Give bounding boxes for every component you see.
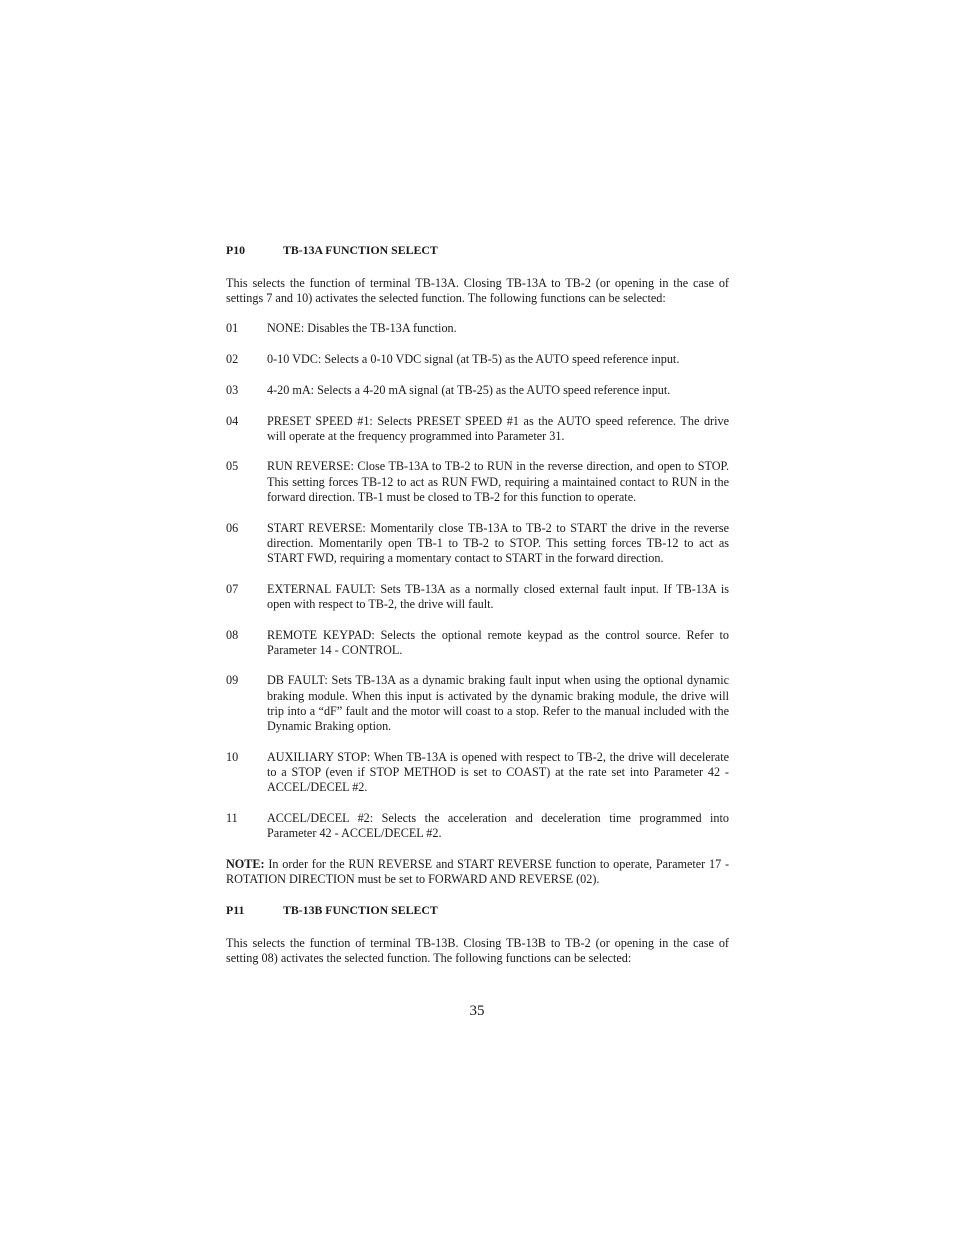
list-item [226,352,729,367]
item-text: REMOTE KEYPAD: Selects the optional remote keypad as the control source. Refer to Parameter 14 - CONTROL. [267,627,729,657]
item-number: 11 [226,810,238,825]
item-number: 08 [226,627,239,642]
list-item [226,673,729,734]
list-item [226,811,729,841]
item-text: 4-20 mA: Selects a 4-20 mA signal (at TB-25) as the AUTO speed reference input. [267,382,671,397]
item-text: RUN REVERSE: Close TB-13A to TB-2 to RUN in the reverse direction, and open to STOP. This setting forces TB-12 to act as RUN FWD, requiring a maintained contact to RUN in the forward direction. TB-1 must be closed to TB-2 for this function to operate. [267,459,729,504]
section-heading-p11 [226,903,729,920]
item-number: 06 [226,520,239,535]
item-text: START REVERSE: Momentarily close TB-13A to TB-2 to START the drive in the reverse direction. Momentarily open TB-1 to TB-2 to STOP. This setting forces TB-12 to act as START FWD, requiring a momentary contact to START in the forward direction. [267,520,729,565]
page-number: 35 [469,1003,485,1019]
item-text: ACCEL/DECEL #2: Selects the acceleration and deceleration time programmed into Parameter 42 - ACCEL/DECEL #2. [267,810,729,841]
item-text: 0-10 VDC: Selects a 0-10 VDC signal (at TB-5) as the AUTO speed reference input. [267,352,680,367]
item-number: 10 [226,749,239,764]
note-label: NOTE: [226,856,265,871]
note-paragraph [226,857,729,887]
list-item [226,383,729,398]
list-item [226,582,729,612]
item-number: 01 [226,321,239,336]
note-text: In order for the RUN REVERSE and START REVERSE function to operate, Parameter 17 - ROTATION DIRECTION must be set to FORWARD AND REVERSE (02). [226,856,729,886]
section-intro: This selects the function of terminal TB-13B. Closing TB-13B to TB-2 (or opening in the case of setting 08) activates the selected function. The following functions can be selected: [226,936,729,966]
list-item [226,414,729,444]
item-text: PRESET SPEED #1: Selects PRESET SPEED #1 as the AUTO speed reference. The drive will operate at the frequency programmed into Parameter 31. [267,413,729,443]
item-number: 09 [226,673,239,688]
list-item [226,521,729,567]
parameter-title: TB-13A FUNCTION SELECT [283,243,438,257]
item-number: 05 [226,459,239,474]
item-text: NONE: Disables the TB-13A function. [267,321,457,336]
item-text: EXTERNAL FAULT: Sets TB-13A as a normally closed external fault input. If TB-13A is open with respect to TB-2, the drive will fault. [267,581,729,611]
parameter-code: P10 [226,243,246,257]
parameter-title: TB-13B FUNCTION SELECT [283,903,438,918]
manual-page [226,243,729,967]
list-item [226,321,729,336]
item-number: 04 [226,413,239,428]
list-item [226,750,729,796]
section-intro: This selects the function of terminal TB-13A. Closing TB-13A to TB-2 (or opening in the case of settings 7 and 10) activates the selected function. The following functions can be selected: [226,276,729,306]
function-list [226,321,729,841]
item-text: DB FAULT: Sets TB-13A as a dynamic braking fault input when using the optional dynamic braking module. When this input is activated by the dynamic braking module, the drive will trip into a “dF” fault and the motor will coast to a stop. Refer to the manual included with the Dynamic Braking option. [267,673,729,734]
item-number: 03 [226,382,239,397]
item-number: 02 [226,352,239,367]
parameter-code: P11 [226,903,245,918]
list-item [226,459,729,505]
item-text: AUXILIARY STOP: When TB-13A is opened with respect to TB-2, the drive will decelerate to a STOP (even if STOP METHOD is set to COAST) at the rate set into Parameter 42 - ACCEL/DECEL #2. [267,749,729,795]
list-item [226,628,729,658]
section-heading-p10 [226,243,729,260]
item-number: 07 [226,581,239,596]
